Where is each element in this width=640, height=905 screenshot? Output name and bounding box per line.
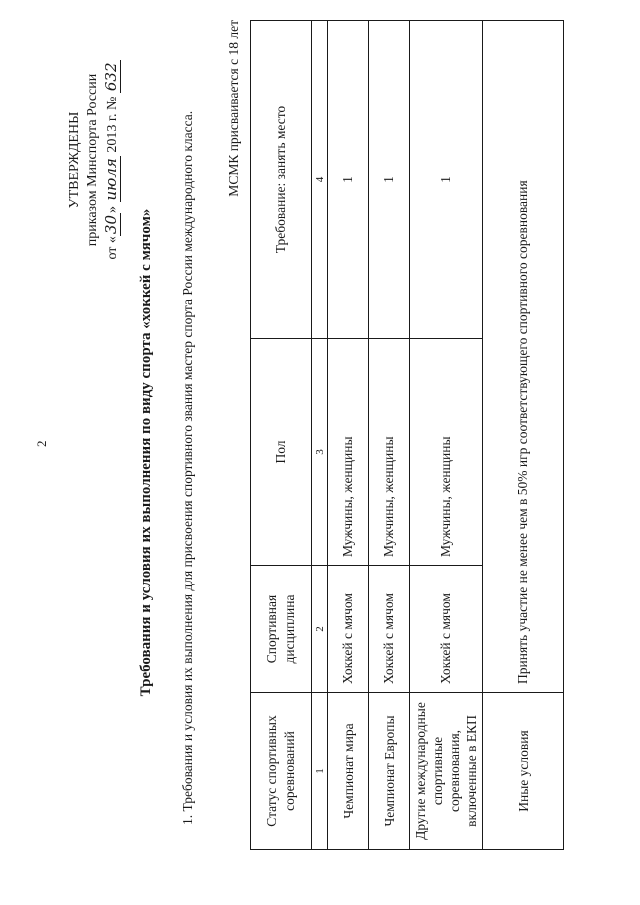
row-status: Чемпионат Европы [369, 693, 410, 850]
row-sex: Мужчины, женщины [369, 339, 410, 566]
date-mid: » [105, 206, 120, 213]
other-conditions-label: Иные условия [483, 693, 564, 850]
row-requirement: 1 [328, 21, 369, 339]
intro-paragraph: 1. Требования и условия их выполнения для присвоения спортивного звания мастер спорта России международного класса. [180, 110, 195, 825]
row-discipline: Хоккей с мячом [328, 566, 369, 693]
row-status: Чемпионат мира [328, 693, 369, 850]
header-sex: Пол [251, 339, 312, 566]
header-status: Статус спортивных соревнований [251, 693, 312, 850]
date-prefix: от « [105, 236, 120, 260]
approval-order: приказом Минспорта России [85, 73, 100, 247]
header-requirement: Требование: занять место [251, 21, 312, 339]
requirements-table [250, 20, 564, 850]
table-row [369, 21, 410, 850]
row-discipline: Хоккей с мячом [369, 566, 410, 693]
date-year: 2013 г. № [105, 96, 120, 153]
row-requirement: 1 [410, 21, 483, 339]
approval-title: УТВЕРЖДЕНЫ [67, 111, 82, 209]
approval-date-line [102, 25, 122, 295]
document-title: Требования и условия их выполнения по виду спорта «хоккей с мячом» [138, 208, 154, 697]
column-number-row [312, 21, 328, 850]
row-discipline: Хоккей с мячом [410, 566, 483, 693]
page-number: 2 [34, 440, 49, 447]
column-number: 2 [312, 566, 328, 693]
column-number: 4 [312, 21, 328, 339]
header-discipline: Спортивная дисциплина [251, 566, 312, 693]
column-number: 1 [312, 693, 328, 850]
table-header-row [251, 21, 312, 850]
age-note: МСМК присваивается с 18 лет [226, 20, 241, 197]
row-status: Другие международные спортивные соревнования, включенные в ЕКП [410, 693, 483, 850]
column-number: 3 [312, 339, 328, 566]
table-row-other-conditions [483, 21, 564, 850]
handwritten-order-number: 632 [102, 62, 120, 92]
table-row [328, 21, 369, 850]
other-conditions-text: Принять участие не менее чем в 50% игр соответствующего спортивного соревнования [483, 21, 564, 693]
table-row [410, 21, 483, 850]
row-sex: Мужчины, женщины [328, 339, 369, 566]
handwritten-day: 30 [102, 215, 120, 235]
approval-block [66, 25, 122, 295]
handwritten-month: июля [102, 158, 120, 201]
row-sex: Мужчины, женщины [410, 339, 483, 566]
row-requirement: 1 [369, 21, 410, 339]
